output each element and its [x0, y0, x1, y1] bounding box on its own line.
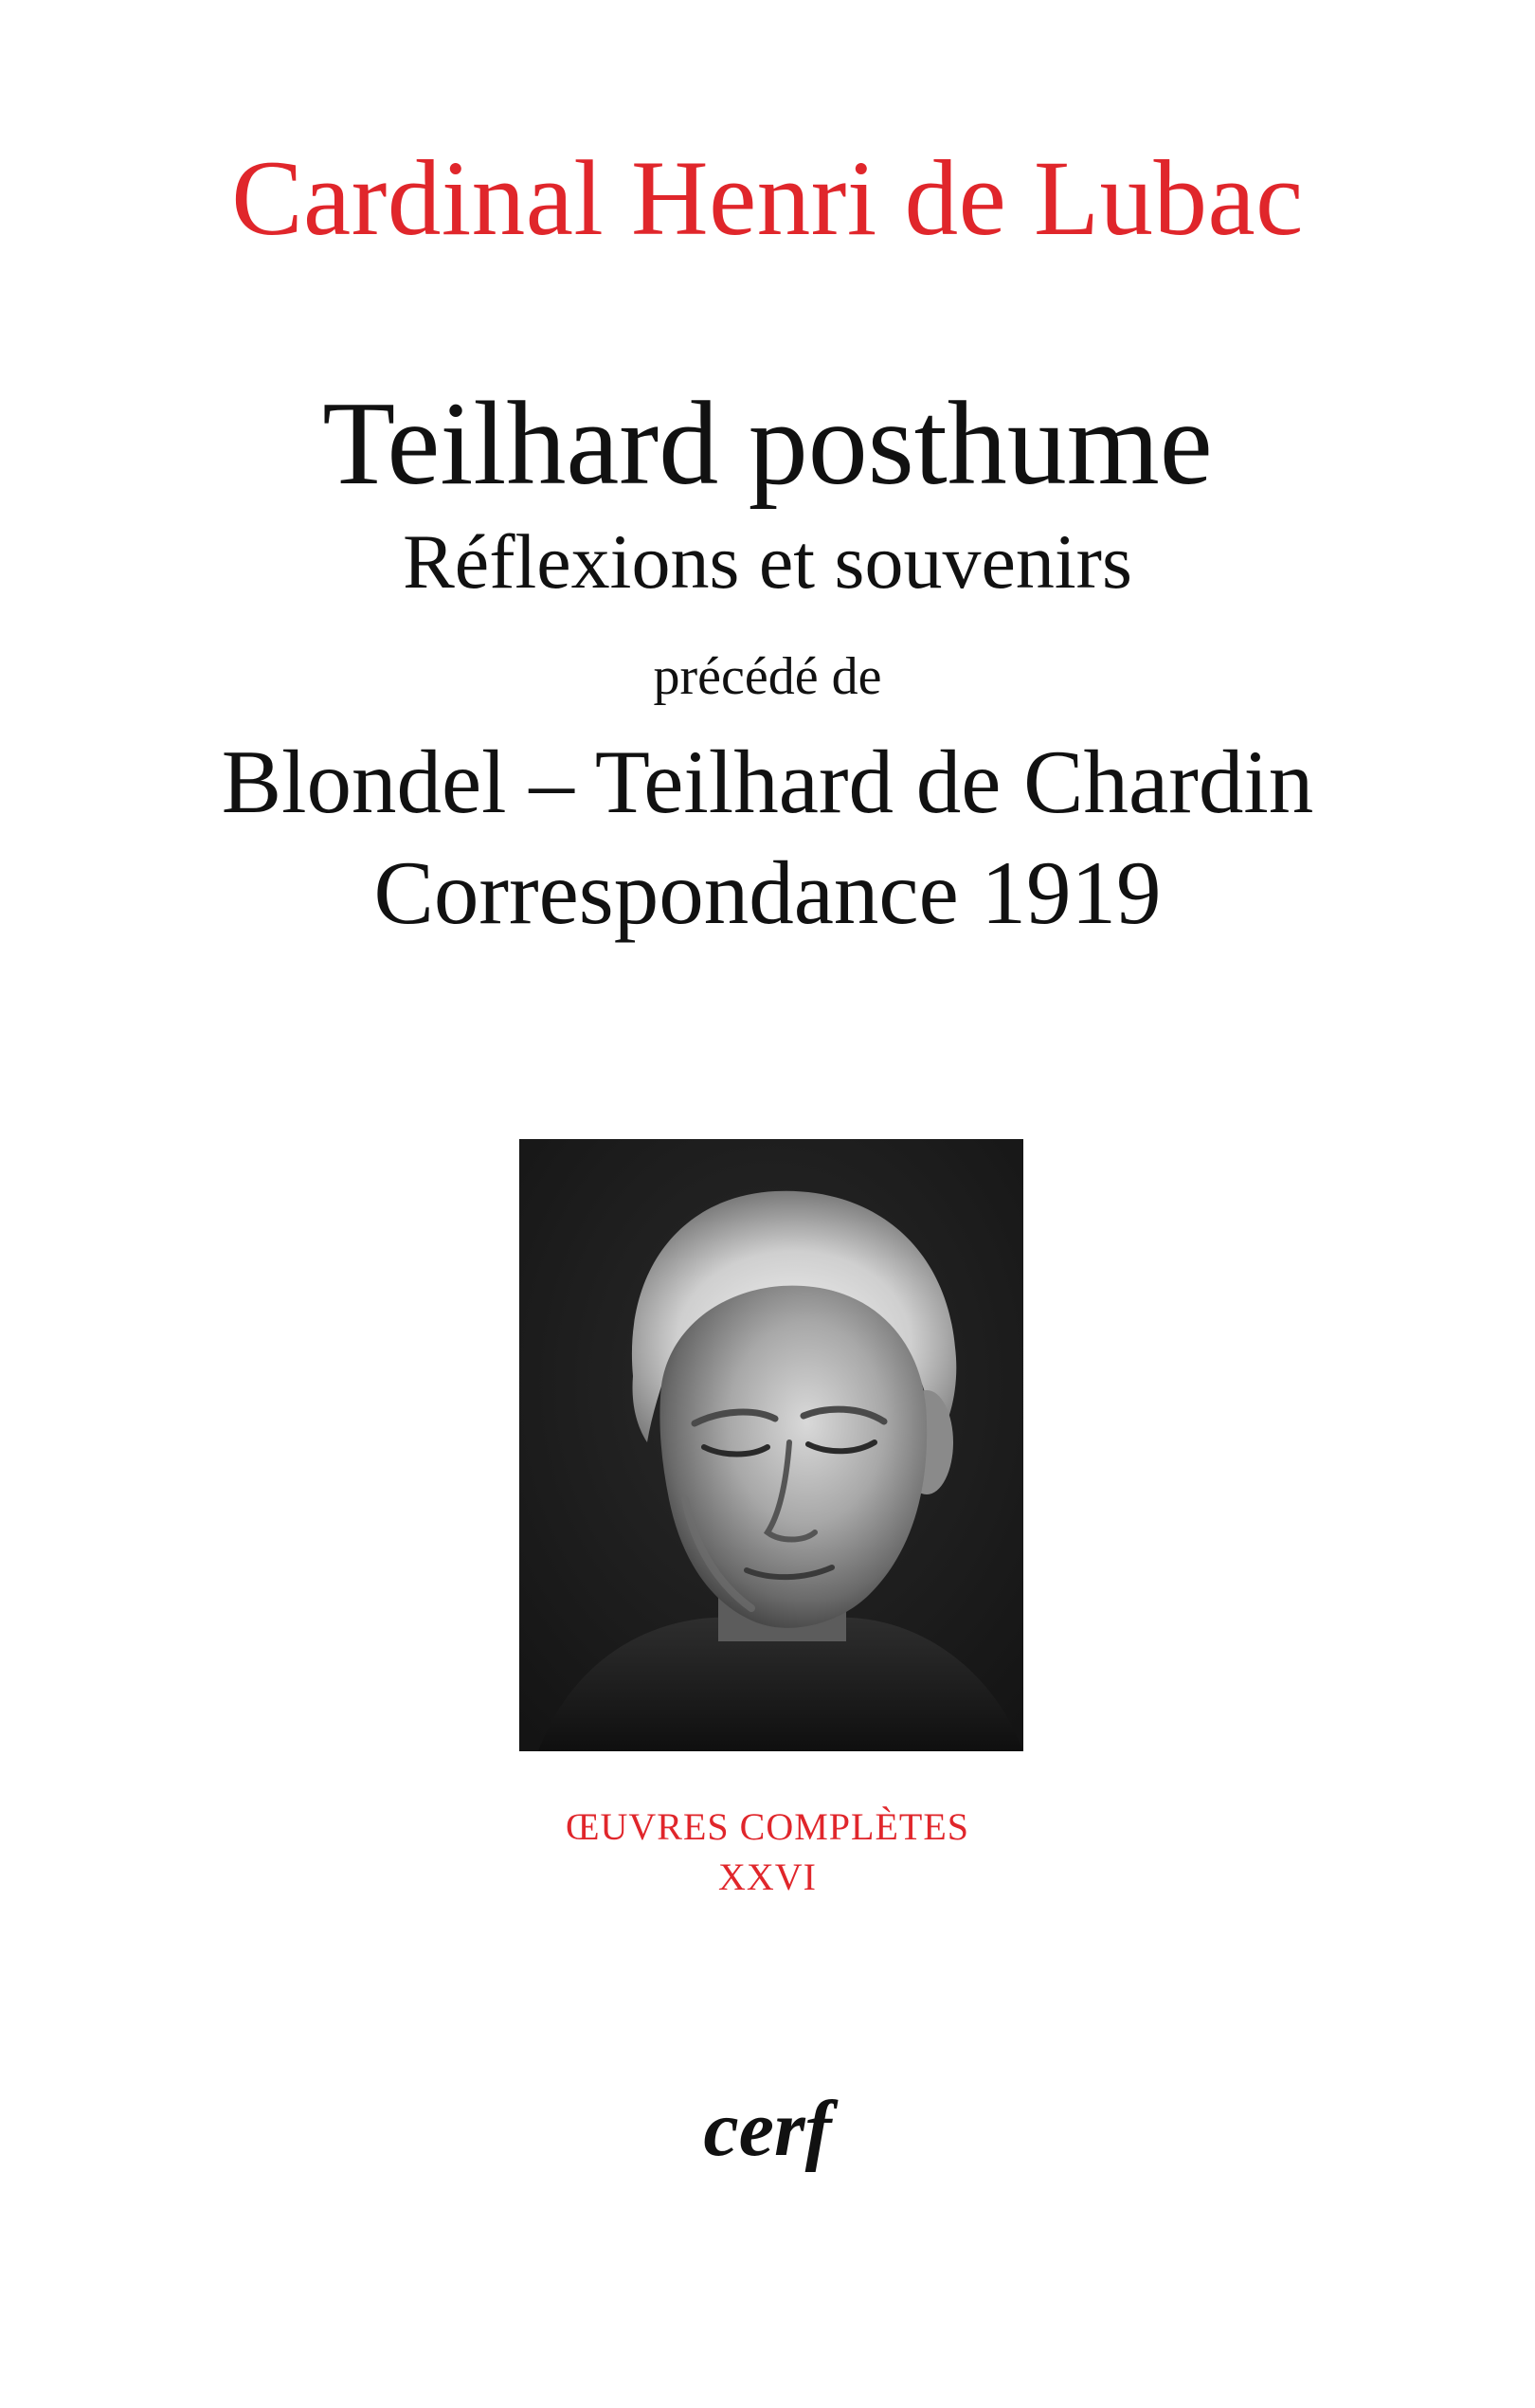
volume-number: XXVI — [718, 1856, 817, 1898]
author-portrait-photo — [519, 1139, 1023, 1751]
book-title: Teilhard posthume — [322, 378, 1213, 510]
portrait-illustration — [519, 1139, 1023, 1751]
second-title-line-1: Blondel – Teilhard de Chardin — [221, 732, 1314, 832]
preceded-by-label: précédé de — [653, 647, 882, 706]
series-title: ŒUVRES COMPLÈTES — [565, 1805, 970, 1848]
second-title-line-2: Correspondance 1919 — [373, 842, 1162, 943]
publisher-logo: cerf — [703, 2085, 832, 2173]
book-subtitle: Réflexions et souvenirs — [403, 518, 1132, 605]
author-name: Cardinal Henri de Lubac — [231, 139, 1304, 258]
